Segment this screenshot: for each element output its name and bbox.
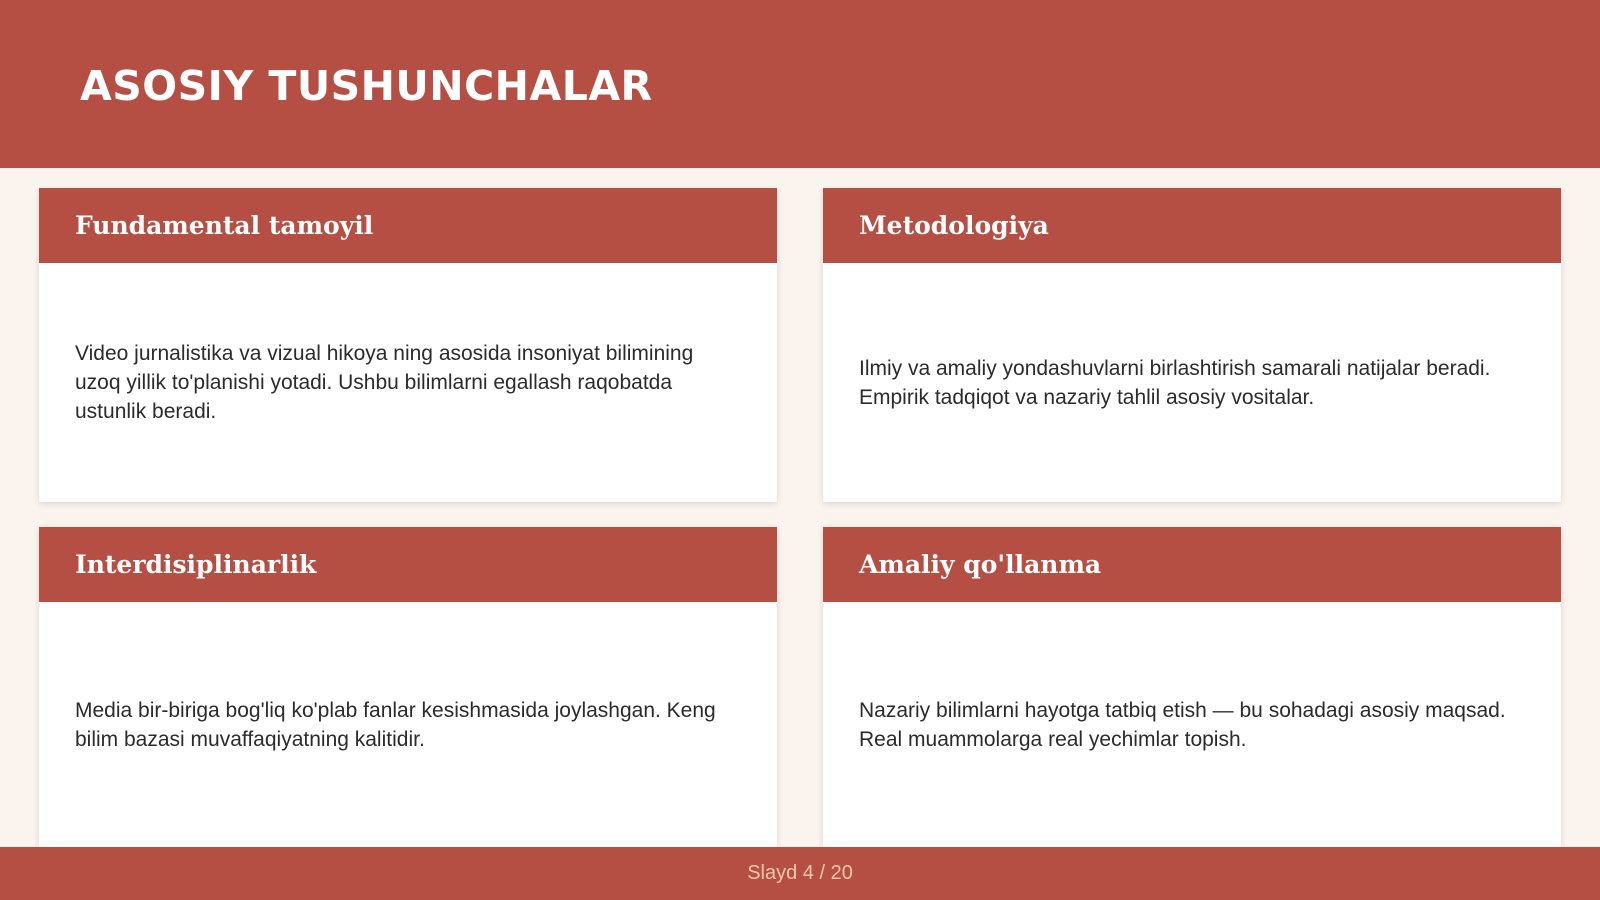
slide-title: ASOSIY TUSHUNCHALAR <box>80 62 653 110</box>
card-body <box>859 602 1525 847</box>
card-title: Interdisiplinarlik <box>75 550 317 579</box>
card-text: Video jurnalistika va vizual hikoya ning asosida insoniyat bilimining uzoq yillik to'planishi yotadi. Ushbu bilimlarni egallash raqobatda ustunlik beradi. <box>75 342 694 423</box>
card-header <box>39 527 777 602</box>
concept-card-interdisciplinary <box>39 527 777 847</box>
card-text: Nazariy bilimlarni hayotga tatbiq etish — bu sohadagi asosiy maqsad. Real muammolarga real yechimlar topish. <box>859 698 1506 751</box>
concept-card-fundamental <box>39 188 777 502</box>
card-header <box>39 188 777 263</box>
card-text: Ilmiy va amaliy yondashuvlarni birlashtirish samarali natijalar beradi. Empirik tadqiqot va nazariy tahlil asosiy vositalar. <box>859 356 1491 409</box>
card-header <box>823 527 1561 602</box>
card-title: Fundamental tamoyil <box>75 211 374 240</box>
card-header <box>823 188 1561 263</box>
concept-card-practical <box>823 527 1561 847</box>
card-body <box>859 263 1525 502</box>
card-title: Metodologiya <box>859 211 1049 240</box>
card-body <box>75 602 741 847</box>
slide-header <box>0 0 1600 168</box>
slide-footer <box>0 847 1600 900</box>
slide-counter: Slayd 4 / 20 <box>747 862 853 884</box>
card-title: Amaliy qo'llanma <box>859 550 1102 579</box>
concept-card-methodology <box>823 188 1561 502</box>
card-body <box>75 263 741 502</box>
card-text: Media bir-biriga bog'liq ko'plab fanlar kesishmasida joylashgan. Keng bilim bazasi muvaffaqiyatning kalitidir. <box>75 698 716 751</box>
